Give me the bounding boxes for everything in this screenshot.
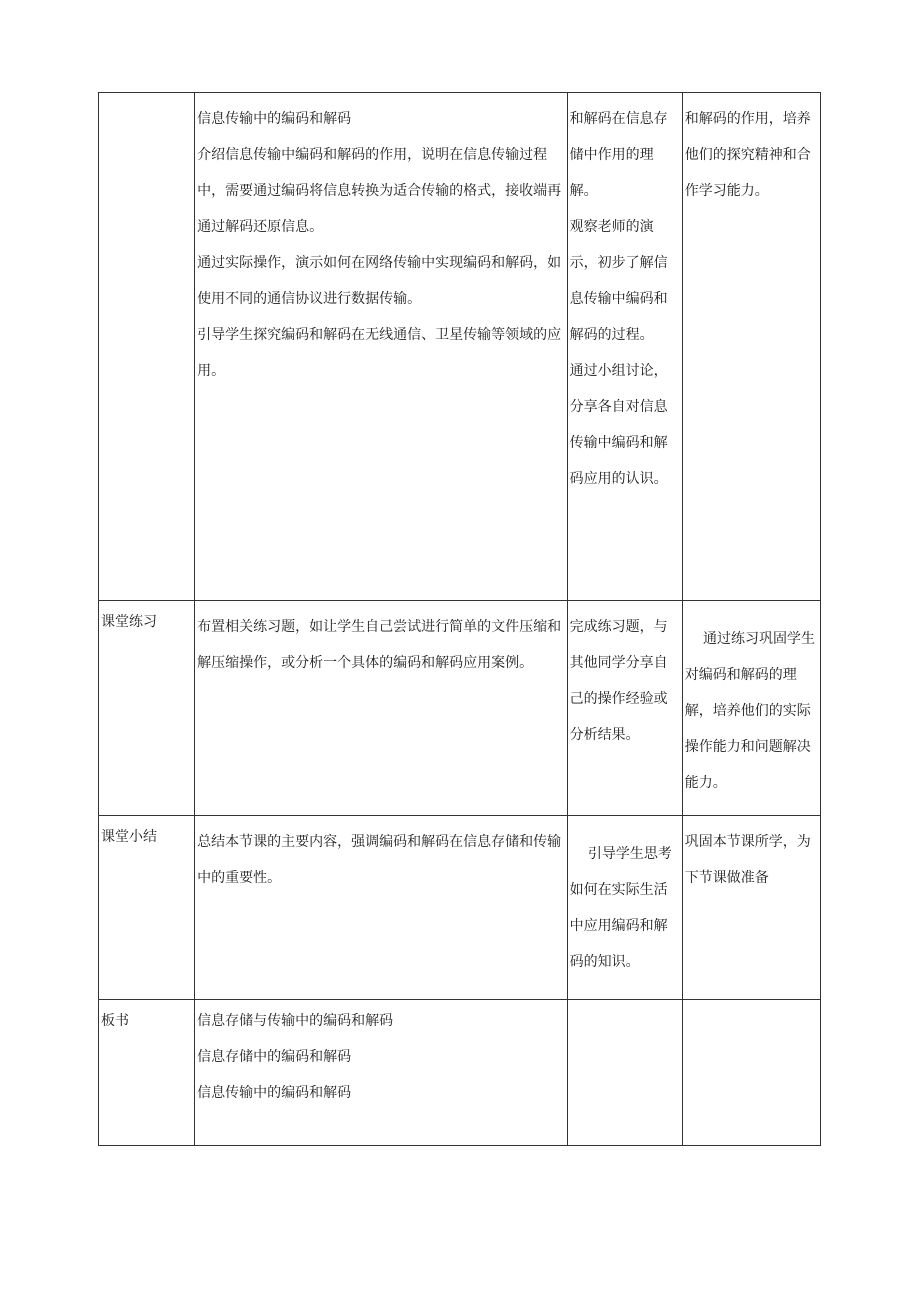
teacher-activity-cell	[195, 601, 568, 816]
student-activity-cell	[567, 1000, 682, 1146]
intent-paragraph: 巩固本节课所学，为下节课做准备	[684, 834, 811, 886]
stage-label-cell	[99, 93, 195, 601]
table-row	[99, 816, 821, 1000]
student-paragraph: 引导学生思考如何在实际生活中应用编码和解码的知识。	[569, 846, 672, 970]
stage-label-cell	[99, 1000, 195, 1146]
intent-paragraph: 和解码的作用，培养他们的探究精神和合作学习能力。	[684, 111, 811, 199]
board-subtitle: 信息存储中的编码和解码	[197, 1049, 352, 1065]
stage-label-cell	[99, 816, 195, 1000]
student-activity-cell	[567, 93, 682, 601]
teacher-activity-cell	[195, 93, 568, 601]
content-paragraph: 布置相关练习题，如让学生自己尝试进行简单的文件压缩和解压缩操作，或分析一个具体的编码和解码应用案例。	[197, 619, 562, 671]
stage-label: 课堂练习	[101, 614, 157, 630]
design-intent-cell	[682, 601, 820, 816]
content-paragraph: 总结本节课的主要内容，强调编码和解码在信息存储和传输中的重要性。	[197, 834, 562, 886]
design-intent-cell	[682, 93, 820, 601]
stage-label: 板书	[101, 1013, 129, 1029]
content-paragraph: 介绍信息传输中编码和解码的作用，说明在信息传输过程中，需要通过编码将信息转换为适合传输的格式，接收端再通过解码还原信息。	[197, 147, 562, 235]
student-paragraph: 通过小组讨论，分享各自对信息传输中编码和解码应用的认识。	[569, 363, 668, 487]
student-paragraph: 和解码在信息存储中作用的理解。	[569, 111, 668, 199]
design-intent-cell	[682, 1000, 820, 1146]
content-paragraph: 通过实际操作，演示如何在网络传输中实现编码和解码，如使用不同的通信协议进行数据传输。	[197, 255, 562, 307]
table-row	[99, 93, 821, 601]
student-paragraph: 完成练习题，与其他同学分享自己的操作经验或分析结果。	[569, 619, 668, 743]
board-subtitle: 信息传输中的编码和解码	[197, 1085, 352, 1101]
student-paragraph: 观察老师的演示，初步了解信息传输中编码和解码的过程。	[569, 219, 668, 343]
teacher-activity-cell	[195, 1000, 568, 1146]
table-row	[99, 1000, 821, 1146]
design-intent-cell	[682, 816, 820, 1000]
stage-label: 课堂小结	[101, 829, 157, 845]
lesson-plan-table	[98, 92, 821, 1146]
board-title: 信息存储与传输中的编码和解码	[197, 1013, 394, 1029]
stage-label-cell	[99, 601, 195, 816]
table-row	[99, 601, 821, 816]
teacher-activity-cell	[195, 816, 568, 1000]
student-activity-cell	[567, 816, 682, 1000]
student-activity-cell	[567, 601, 682, 816]
section-heading: 信息传输中的编码和解码	[197, 111, 352, 127]
intent-paragraph: 通过练习巩固学生对编码和解码的理解，培养他们的实际操作能力和问题解决能力。	[684, 631, 815, 791]
content-paragraph: 引导学生探究编码和解码在无线通信、卫星传输等领域的应用。	[197, 327, 562, 379]
